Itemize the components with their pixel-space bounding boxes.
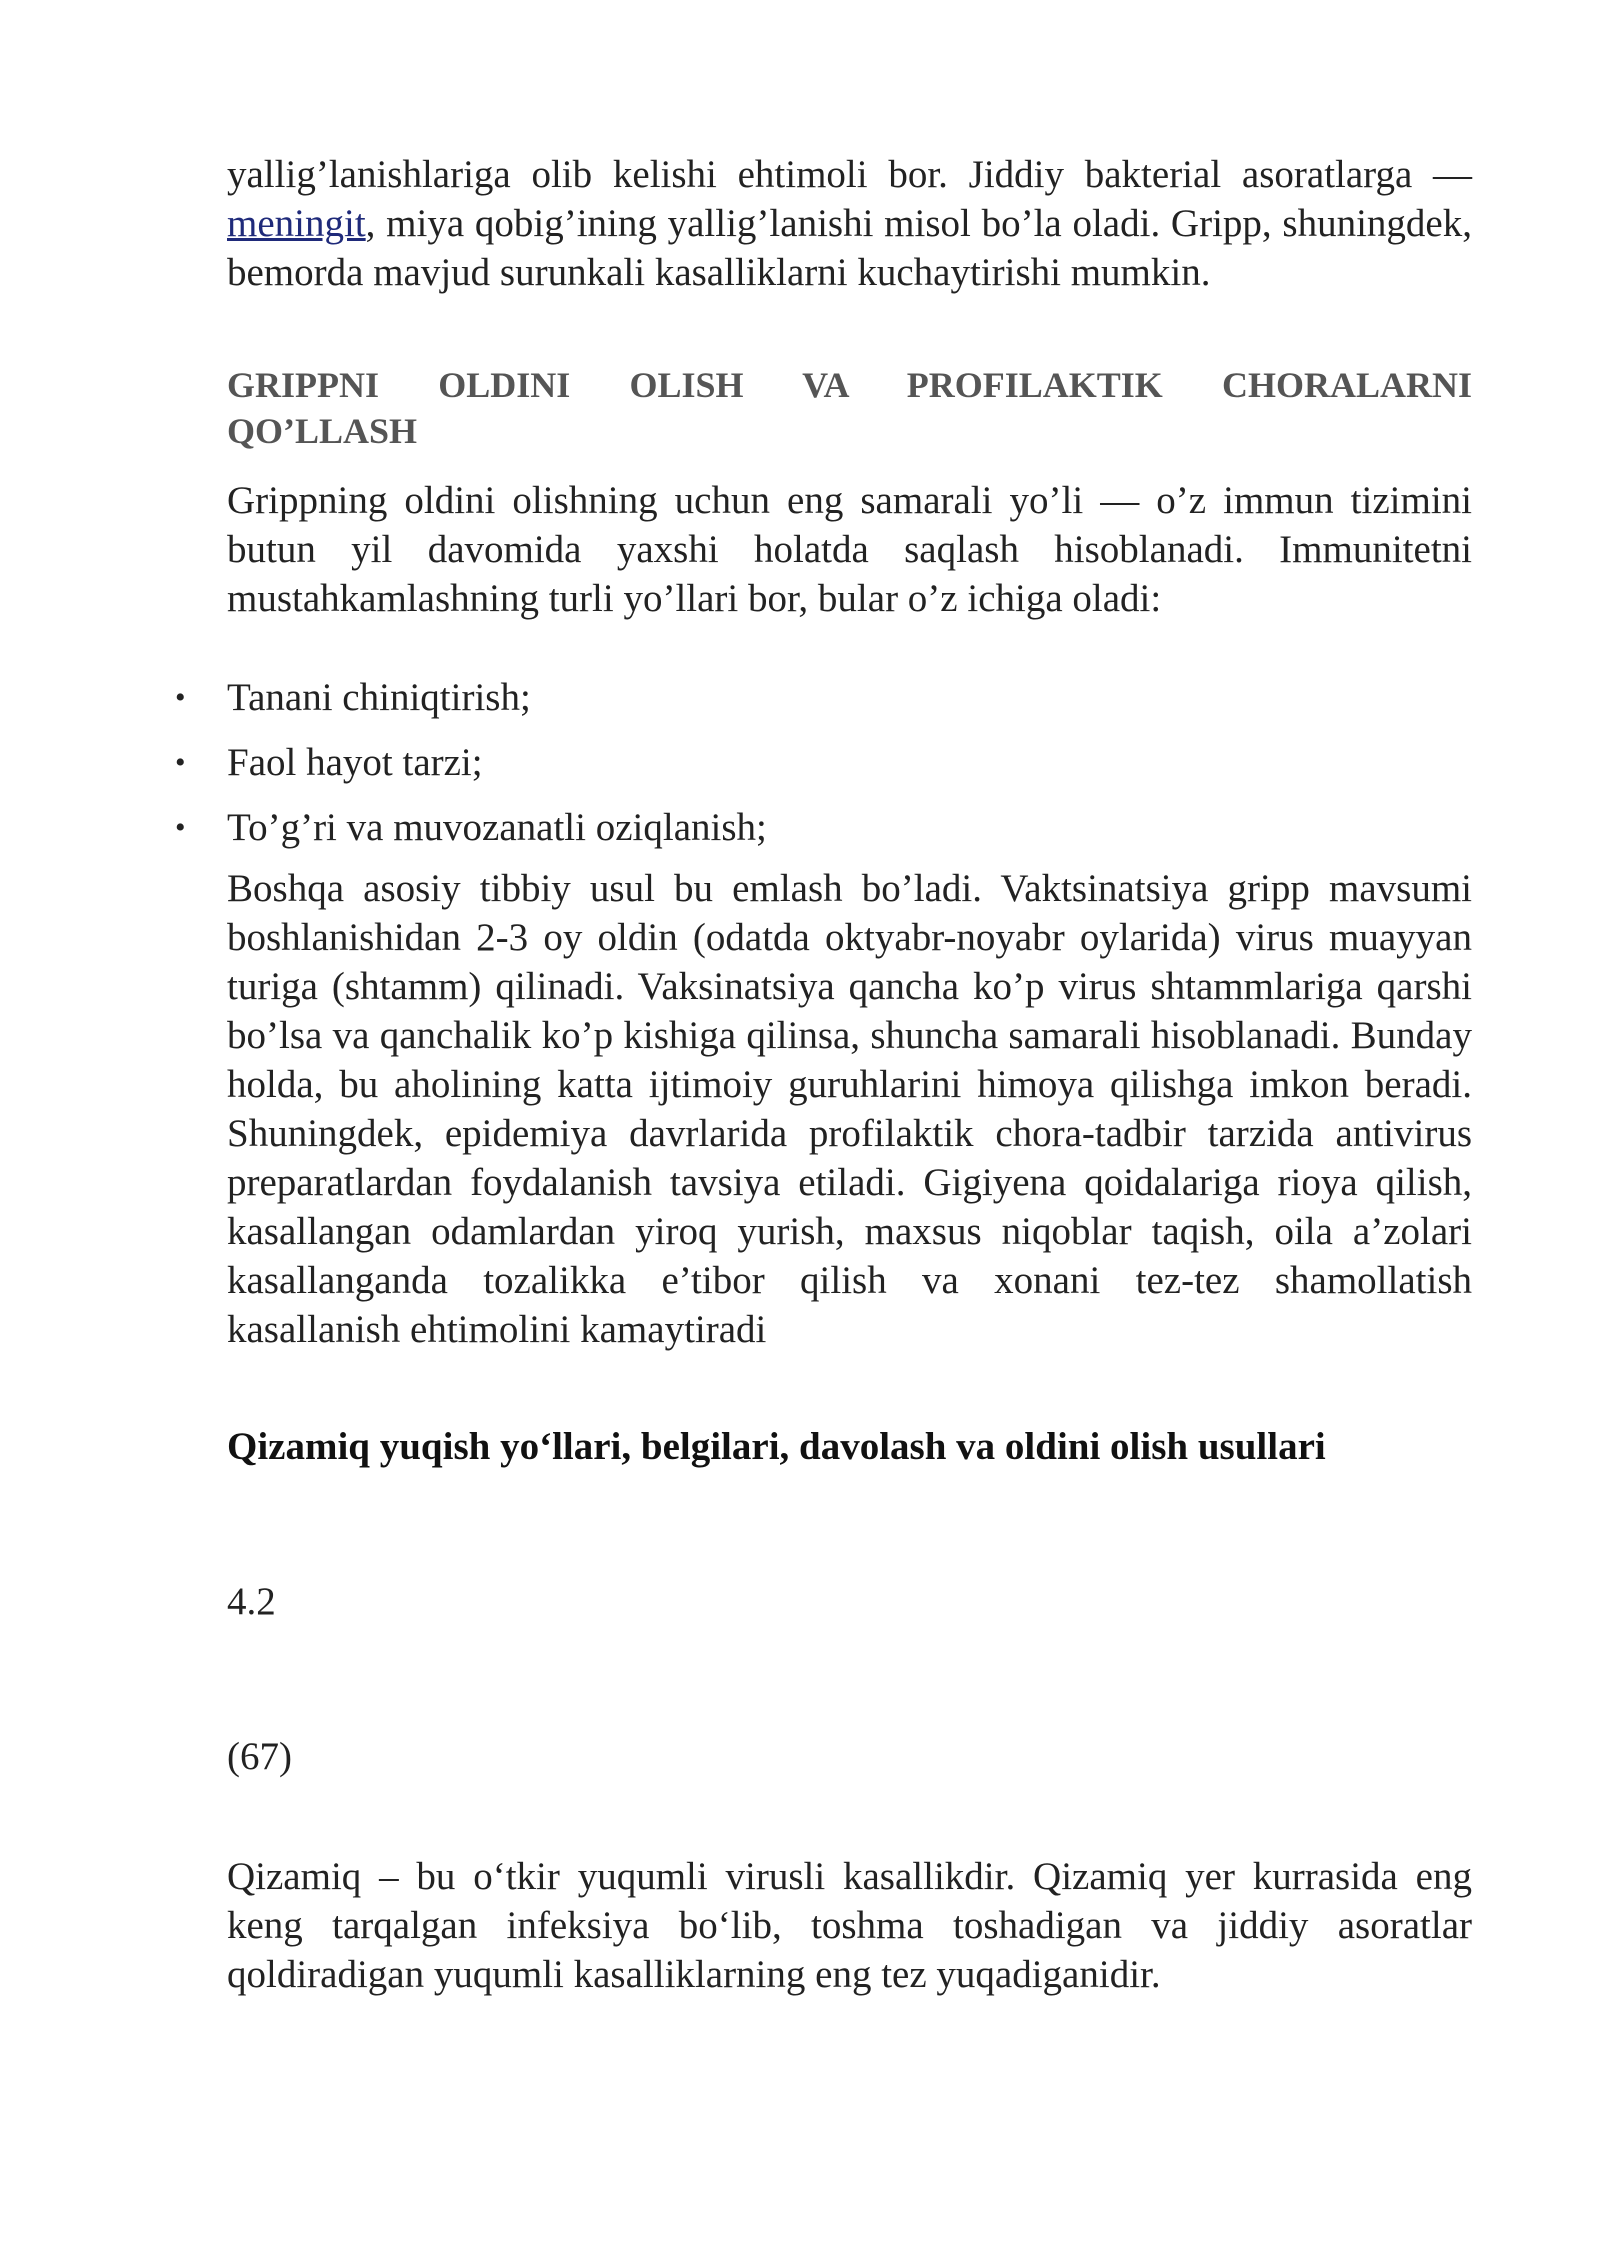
list-item (175, 673, 1472, 722)
paragraph-immunity: Grippning oldini olishning uchun eng samarali yo’li — o’z immun tizimini butun yil davomida yaxshi holatda saqlash hisoblanadi. Immunitetni mustahkamlashning turli yo’llari bor, bular o’z ichiga oladi: (227, 479, 1472, 620)
bullet-list (175, 673, 1472, 852)
document-page (175, 150, 1472, 1999)
bullet-dot: • (175, 681, 186, 714)
list-item (175, 803, 1472, 852)
paragraph-measles: Qizamiq – bu o‘tkir yuqumli virusli kasallikdir. Qizamiq yer kurrasida eng keng tarqalgan infeksiya bo‘lib, toshma toshadigan va jiddiy asoratlar qoldiradigan yuqumli kasalliklarning eng tez yuqadiganidir. (227, 1855, 1472, 1996)
bullet-dot: • (175, 746, 186, 779)
paragraph-complications-text-2: , miya qobig’ining yallig’lanishi misol bo’la oladi. Gripp, shuningdek, bemorda mavjud surunkali kasalliklarni kuchaytirishi mumkin. (227, 202, 1472, 294)
section-number: 4.2 (227, 1580, 276, 1623)
meningit-link[interactable]: meningit (227, 202, 366, 245)
section-heading-prevention-line1: GRIPPNI OLDINI OLISH VA PROFILAKTIK CHORALARNI (227, 365, 1472, 405)
section-heading-measles: Qizamiq yuqish yo‘llari, belgilari, davolash va oldini olish usullari (227, 1425, 1326, 1468)
section-heading-prevention-line2: QO’LLASH (227, 411, 418, 451)
bullet-dot: • (175, 811, 186, 844)
section-heading-prevention (227, 362, 1472, 454)
list-item (175, 738, 1472, 787)
paragraph-complications (227, 150, 1472, 297)
paragraph-vaccination: Boshqa asosiy tibbiy usul bu emlash bo’ladi. Vaktsinatsiya gripp mavsumi boshlanishidan 2-3 oy oldin (odatda oktyabr-noyabr oylarida) virus muayyan turiga (shtamm) qilinadi. Vaksinatsiya qancha ko’p virus shtammlariga qarshi bo’lsa va qanchalik ko’p kishiga qilinsa, shuncha samarali hisoblanadi. Bunday holda, bu aholining katta ijtimoiy guruhlarini himoya qilishga imkon beradi. Shuningdek, epidemiya davrlarida profilaktik chora-tadbir tarzida antivirus preparatlardan foydalanish tavsiya etiladi. Gigiyena qoidalariga rioya qilish, kasallangan odamlardan yiroq yurish, maxsus niqoblar taqish, oila a’zolari kasallanganda tozalikka e’tibor qilish va xonani tez-tez shamollatish kasallanish ehtimolini kamaytiradi (227, 867, 1472, 1351)
list-item-text: Tanani chiniqtirish; (227, 676, 531, 719)
list-item-text: Faol hayot tarzi; (227, 741, 483, 784)
section-count: (67) (227, 1735, 292, 1778)
paragraph-complications-text-1: yallig’lanishlariga olib kelishi ehtimoli bor. Jiddiy bakterial asoratlarga — (227, 153, 1472, 196)
list-item-text: To’g’ri va muvozanatli oziqlanish; (227, 806, 767, 849)
